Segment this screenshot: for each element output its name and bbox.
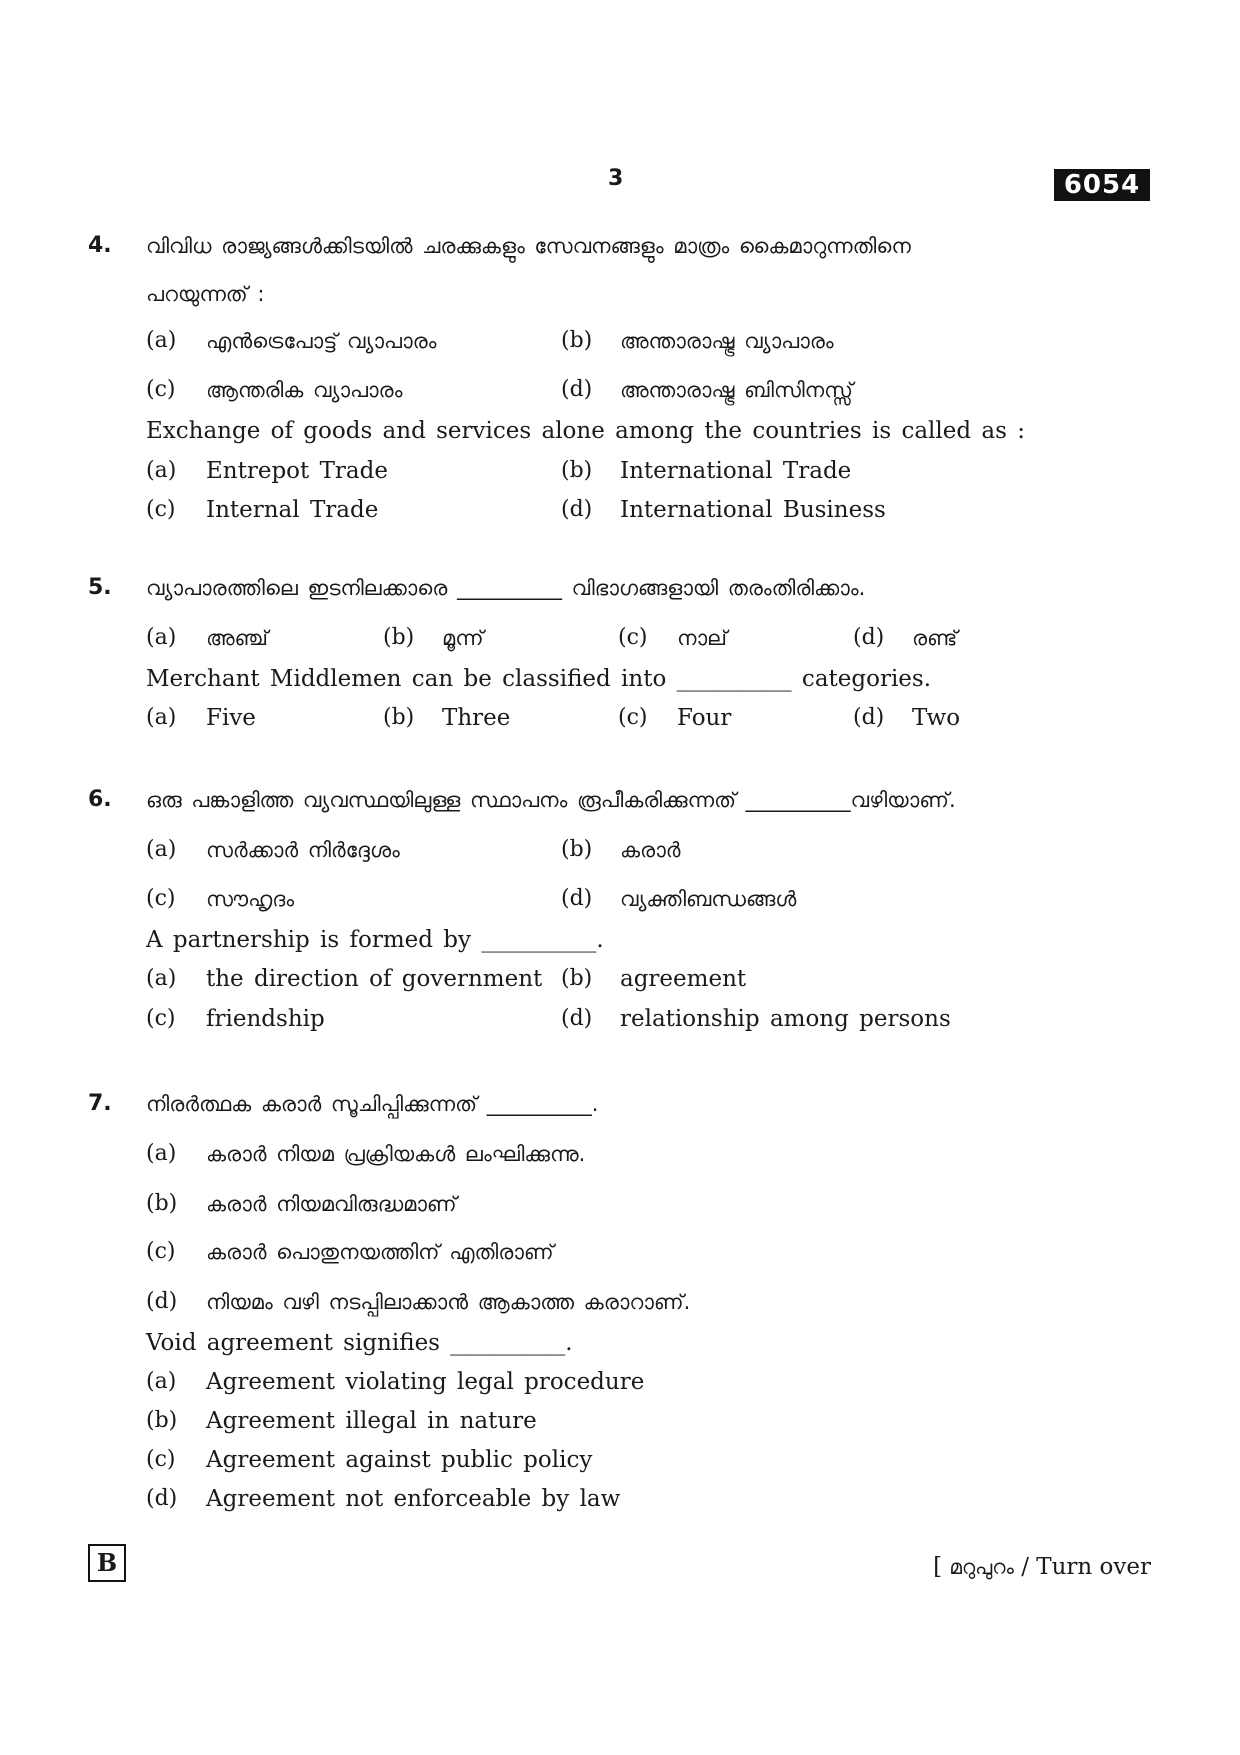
option-text-ml: കരാർ — [620, 838, 681, 862]
option-label: (d) — [146, 1289, 178, 1314]
option-label: (c) — [146, 1006, 176, 1031]
question-number: 7. — [88, 1091, 112, 1116]
option-text-ml: മൂന്ന് — [442, 626, 484, 650]
option-label: (b) — [561, 328, 593, 353]
question-number: 4. — [88, 233, 112, 258]
option-label: (a) — [146, 1141, 177, 1166]
option-text-en: Five — [206, 705, 256, 731]
option-text-ml: വ്യക്തിബന്ധങ്ങൾ — [620, 887, 797, 911]
question-stem-en: Merchant Middlemen can be classified into __________ categories. — [146, 666, 932, 692]
version-badge: B — [88, 1544, 126, 1582]
option-text-en: International Business — [620, 497, 886, 523]
option-text-ml: നാല് — [677, 626, 727, 650]
page-number: 3 — [608, 166, 624, 191]
question-stem-ml: വ്യാപാരത്തിലെ ഇടനിലക്കാരെ __________ വിഭാഗങ്ങളായി തരംതിരിക്കാം. — [146, 576, 866, 600]
option-label: (a) — [146, 625, 177, 650]
option-label: (d) — [561, 497, 593, 522]
option-text-ml: കരാർ പൊതുനയത്തിന് എതിരാണ് — [206, 1240, 554, 1264]
option-label: (a) — [146, 837, 177, 862]
option-text-ml: അഞ്ച് — [206, 626, 269, 650]
turn-over-note: [ മറുപുറം / Turn over — [933, 1554, 1151, 1580]
option-label: (c) — [146, 886, 176, 911]
option-label: (b) — [561, 837, 593, 862]
option-text-en: friendship — [206, 1006, 325, 1032]
turn-over-ml: മറുപുറം — [949, 1555, 1014, 1579]
question-number: 5. — [88, 575, 112, 600]
option-label: (b) — [146, 1408, 178, 1433]
option-text-en: Two — [912, 705, 961, 731]
option-label: (a) — [146, 966, 177, 991]
question-number: 6. — [88, 787, 112, 812]
question-stem-ml-cont: പറയുന്നത് : — [146, 282, 265, 306]
separator: / — [1021, 1554, 1029, 1580]
option-text-en: Agreement against public policy — [206, 1447, 593, 1473]
option-label: (d) — [561, 377, 593, 402]
option-label: (d) — [853, 625, 885, 650]
option-text-en: Entrepot Trade — [206, 458, 388, 484]
option-text-en: Internal Trade — [206, 497, 379, 523]
option-label: (a) — [146, 458, 177, 483]
turn-over-en: Turn over — [1036, 1554, 1151, 1580]
option-label: (c) — [146, 377, 176, 402]
option-label: (b) — [383, 625, 415, 650]
option-label: (d) — [561, 886, 593, 911]
option-label: (b) — [561, 966, 593, 991]
option-text-en: relationship among persons — [620, 1006, 951, 1032]
question-stem-ml: നിരർത്ഥക കരാർ സൂചിപ്പിക്കുന്നത് __________. — [146, 1092, 599, 1116]
option-label: (c) — [618, 705, 648, 730]
option-text-ml: അന്താരാഷ്ട്ര ബിസിനസ്സ് — [620, 378, 853, 402]
question-stem-ml: ഒരു പങ്കാളിത്ത വ്യവസ്ഥയിലുള്ള സ്ഥാപനം രൂപീകരിക്കുന്നത് __________വഴിയാണ്. — [146, 788, 956, 812]
option-label: (a) — [146, 1369, 177, 1394]
option-text-ml: സൗഹൃദം — [206, 887, 295, 911]
option-text-ml: എൻട്രെപോട്ട് വ്യാപാരം — [206, 329, 437, 353]
question-stem-en: A partnership is formed by __________. — [146, 927, 604, 953]
option-label: (c) — [618, 625, 648, 650]
question-stem-ml: വിവിധ രാജ്യങ്ങൾക്കിടയിൽ ചരക്കുകളും സേവനങ്ങളും മാത്രം കൈമാറുന്നതിനെ — [146, 234, 911, 258]
option-text-en: the direction of government — [206, 966, 543, 992]
option-text-en: Four — [677, 705, 732, 731]
option-label: (c) — [146, 1239, 176, 1264]
option-label: (b) — [146, 1191, 178, 1216]
option-text-en: Agreement not enforceable by law — [206, 1486, 621, 1512]
option-text-ml: നിയമം വഴി നടപ്പിലാക്കാൻ ആകാത്ത കരാറാണ്. — [206, 1290, 691, 1314]
option-text-en: International Trade — [620, 458, 852, 484]
option-text-ml: അന്താരാഷ്ട്ര വ്യാപാരം — [620, 329, 834, 353]
option-text-ml: കരാർ നിയമവിരുദ്ധമാണ് — [206, 1192, 457, 1216]
option-label: (a) — [146, 705, 177, 730]
option-text-en: Agreement violating legal procedure — [206, 1369, 645, 1395]
option-label: (d) — [146, 1486, 178, 1511]
question-stem-en: Exchange of goods and services alone among the countries is called as : — [146, 418, 1025, 444]
option-text-ml: രണ്ട് — [912, 626, 958, 650]
option-label: (d) — [853, 705, 885, 730]
option-label: (c) — [146, 1447, 176, 1472]
option-text-en: Agreement illegal in nature — [206, 1408, 537, 1434]
question-stem-en: Void agreement signifies __________. — [146, 1330, 573, 1356]
paper-code-badge: 6054 — [1054, 169, 1150, 201]
option-text-en: agreement — [620, 966, 747, 992]
option-label: (c) — [146, 497, 176, 522]
option-label: (b) — [383, 705, 415, 730]
option-text-ml: കരാർ നിയമ പ്രക്രിയകൾ ലംഘിക്കുന്നു. — [206, 1142, 586, 1166]
option-label: (d) — [561, 1006, 593, 1031]
option-text-en: Three — [442, 705, 511, 731]
option-label: (a) — [146, 328, 177, 353]
option-text-ml: ആന്തരിക വ്യാപാരം — [206, 378, 403, 402]
option-text-ml: സർക്കാർ നിർദ്ദേശം — [206, 838, 400, 862]
option-label: (b) — [561, 458, 593, 483]
